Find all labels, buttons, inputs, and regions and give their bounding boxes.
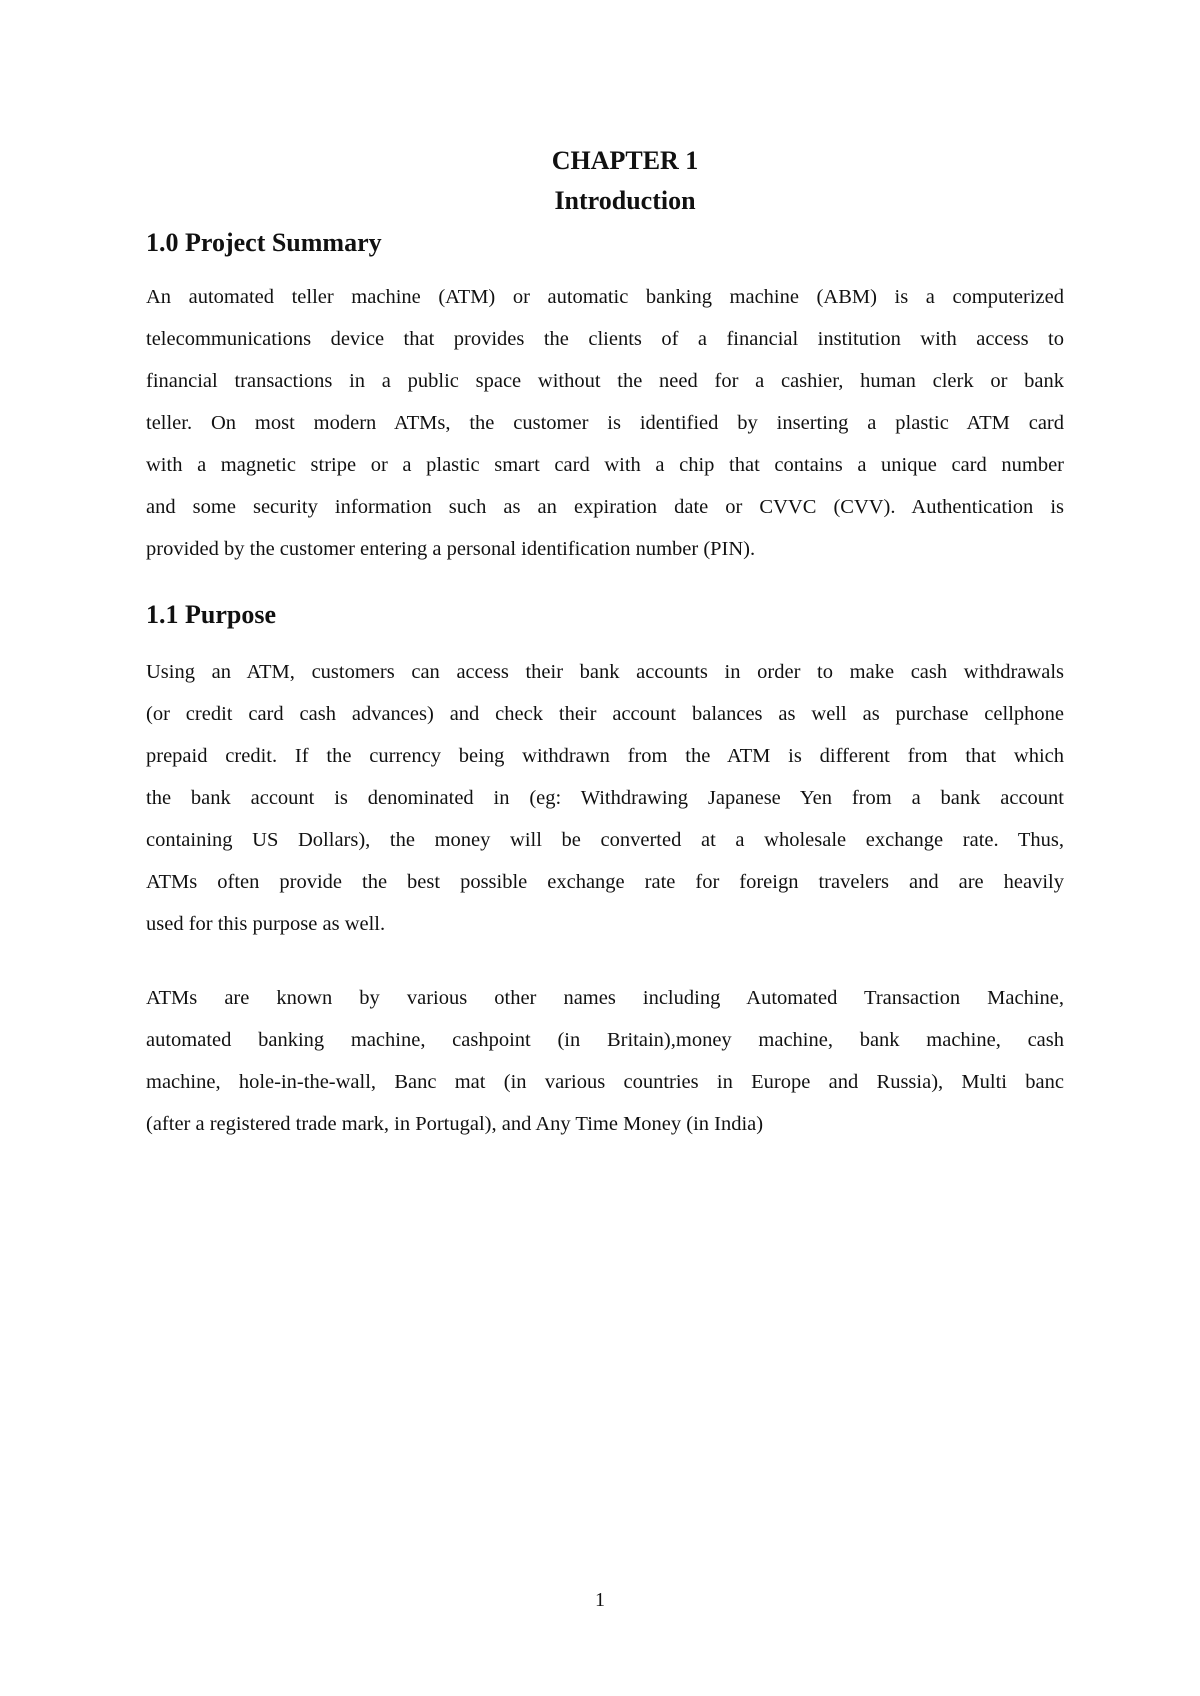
- paragraph-purpose: [146, 651, 1064, 945]
- paragraph-line: containing US Dollars), the money will be converted at a wholesale exchange rate. Thus,: [146, 829, 1064, 851]
- section-heading-project-summary: 1.0 Project Summary: [146, 228, 382, 257]
- paragraph-line: automated banking machine, cashpoint (in Britain),money machine, bank machine, cash: [146, 1029, 1064, 1051]
- paragraph-line: (or credit card cash advances) and check their account balances as well as purchase cellphone: [146, 703, 1064, 725]
- paragraph-line: with a magnetic stripe or a plastic smart card with a chip that contains a unique card number: [146, 454, 1064, 476]
- paragraph-line: teller. On most modern ATMs, the customer is identified by inserting a plastic ATM card: [146, 412, 1064, 434]
- paragraph-line: provided by the customer entering a personal identification number (PIN).: [146, 538, 756, 560]
- section-heading-purpose: 1.1 Purpose: [146, 600, 276, 629]
- paragraph-line: machine, hole-in-the-wall, Banc mat (in various countries in Europe and Russia), Multi banc: [146, 1071, 1064, 1093]
- paragraph-project-summary: [146, 276, 1064, 570]
- paragraph-line: used for this purpose as well.: [146, 913, 386, 935]
- paragraph-line: ATMs are known by various other names including Automated Transaction Machine,: [146, 987, 1064, 1009]
- paragraph-line: the bank account is denominated in (eg: Withdrawing Japanese Yen from a bank account: [146, 787, 1064, 809]
- paragraph-line: ATMs often provide the best possible exchange rate for foreign travelers and are heavily: [146, 871, 1064, 893]
- paragraph-atm-names: [146, 977, 1064, 1145]
- paragraph-line: financial transactions in a public space without the need for a cashier, human clerk or bank: [146, 370, 1064, 392]
- chapter-number: CHAPTER 1: [551, 146, 699, 175]
- paragraph-line: and some security information such as an expiration date or CVVC (CVV). Authentication is: [146, 496, 1064, 518]
- paragraph-line: Using an ATM, customers can access their bank accounts in order to make cash withdrawals: [146, 661, 1064, 683]
- paragraph-line: An automated teller machine (ATM) or automatic banking machine (ABM) is a computerized: [146, 286, 1064, 308]
- page-number: 1: [595, 1589, 605, 1611]
- chapter-title: Introduction: [554, 186, 696, 215]
- paragraph-line: telecommunications device that provides the clients of a financial institution with access to: [146, 328, 1064, 350]
- paragraph-line: prepaid credit. If the currency being withdrawn from the ATM is different from that which: [146, 745, 1064, 767]
- paragraph-line: (after a registered trade mark, in Portugal), and Any Time Money (in India): [146, 1113, 764, 1135]
